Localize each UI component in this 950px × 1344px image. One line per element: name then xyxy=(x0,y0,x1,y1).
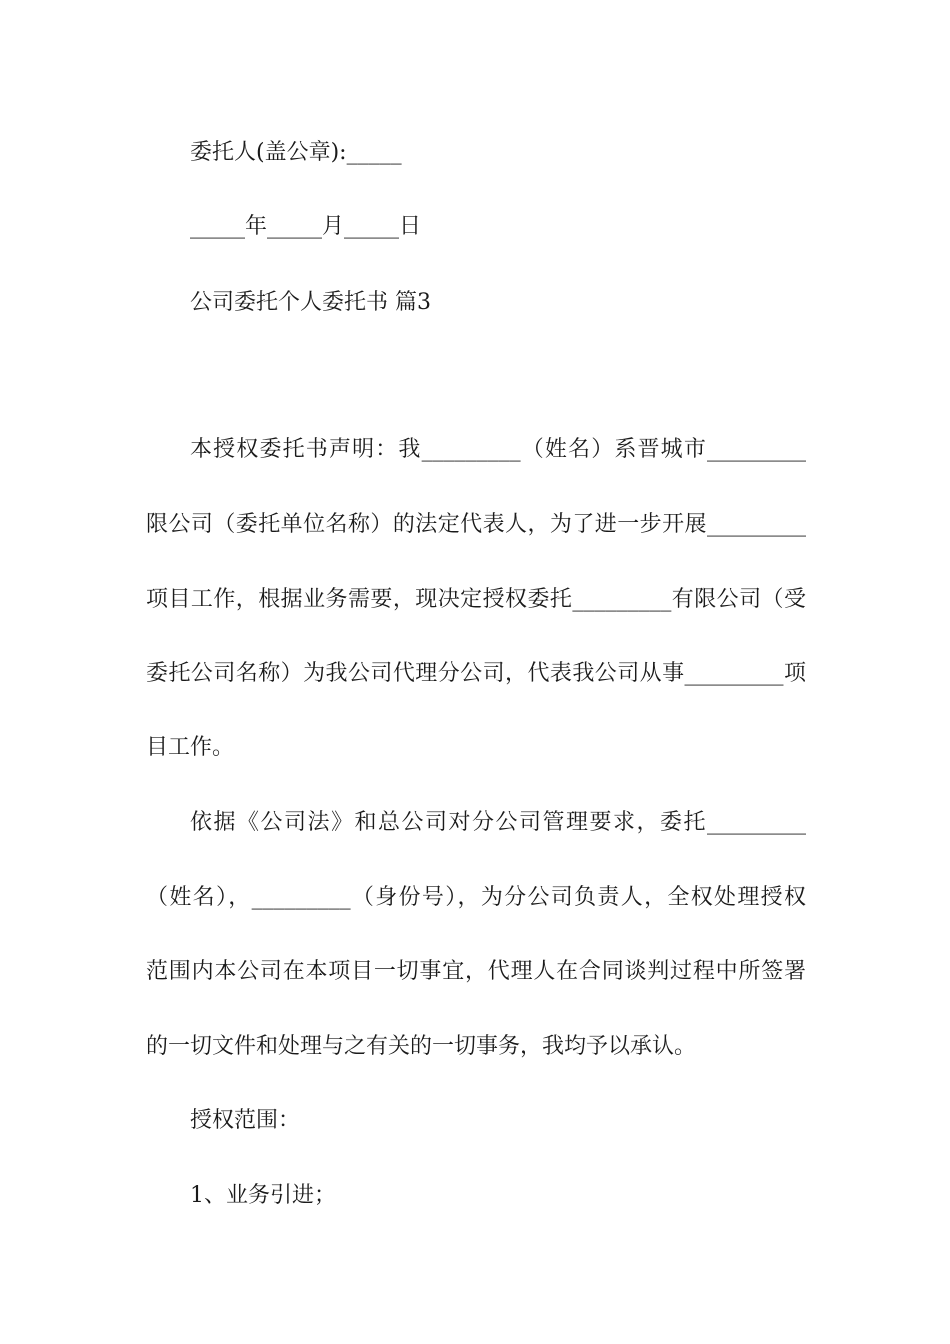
date-line: _____年_____月_____日 xyxy=(190,214,422,239)
paragraph-2-line-1: 依据《公司法》和总公司对分公司管理要求，委托_________ xyxy=(190,810,806,835)
scope-item-1: 1、业务引进； xyxy=(190,1183,336,1208)
paragraph-1-line-4: 委托公司名称）为我公司代理分公司，代表我公司从事_________项 xyxy=(146,661,806,686)
paragraph-2-line-2: （姓名），_________（身份号），为分公司负责人，全权处理授权 xyxy=(146,885,806,910)
section-heading: 公司委托个人委托书 篇3 xyxy=(190,290,431,315)
paragraph-1-line-2: 限公司（委托单位名称）的法定代表人，为了进一步开展_________ xyxy=(146,512,806,537)
paragraph-2-line-4: 的一切文件和处理与之有关的一切事务，我均予以承认。 xyxy=(146,1034,697,1059)
paragraph-1-line-3: 项目工作，根据业务需要，现决定授权委托_________有限公司（受 xyxy=(146,587,806,612)
paragraph-2-line-3: 范围内本公司在本项目一切事宜，代理人在合同谈判过程中所签署 xyxy=(146,959,806,984)
scope-heading: 授权范围： xyxy=(190,1108,301,1133)
principal-seal-line: 委托人(盖公章):_____ xyxy=(190,140,402,165)
paragraph-1-line-1: 本授权委托书声明：我_________（姓名）系晋城市_________ xyxy=(190,437,806,462)
paragraph-1-line-5: 目工作。 xyxy=(146,735,235,760)
